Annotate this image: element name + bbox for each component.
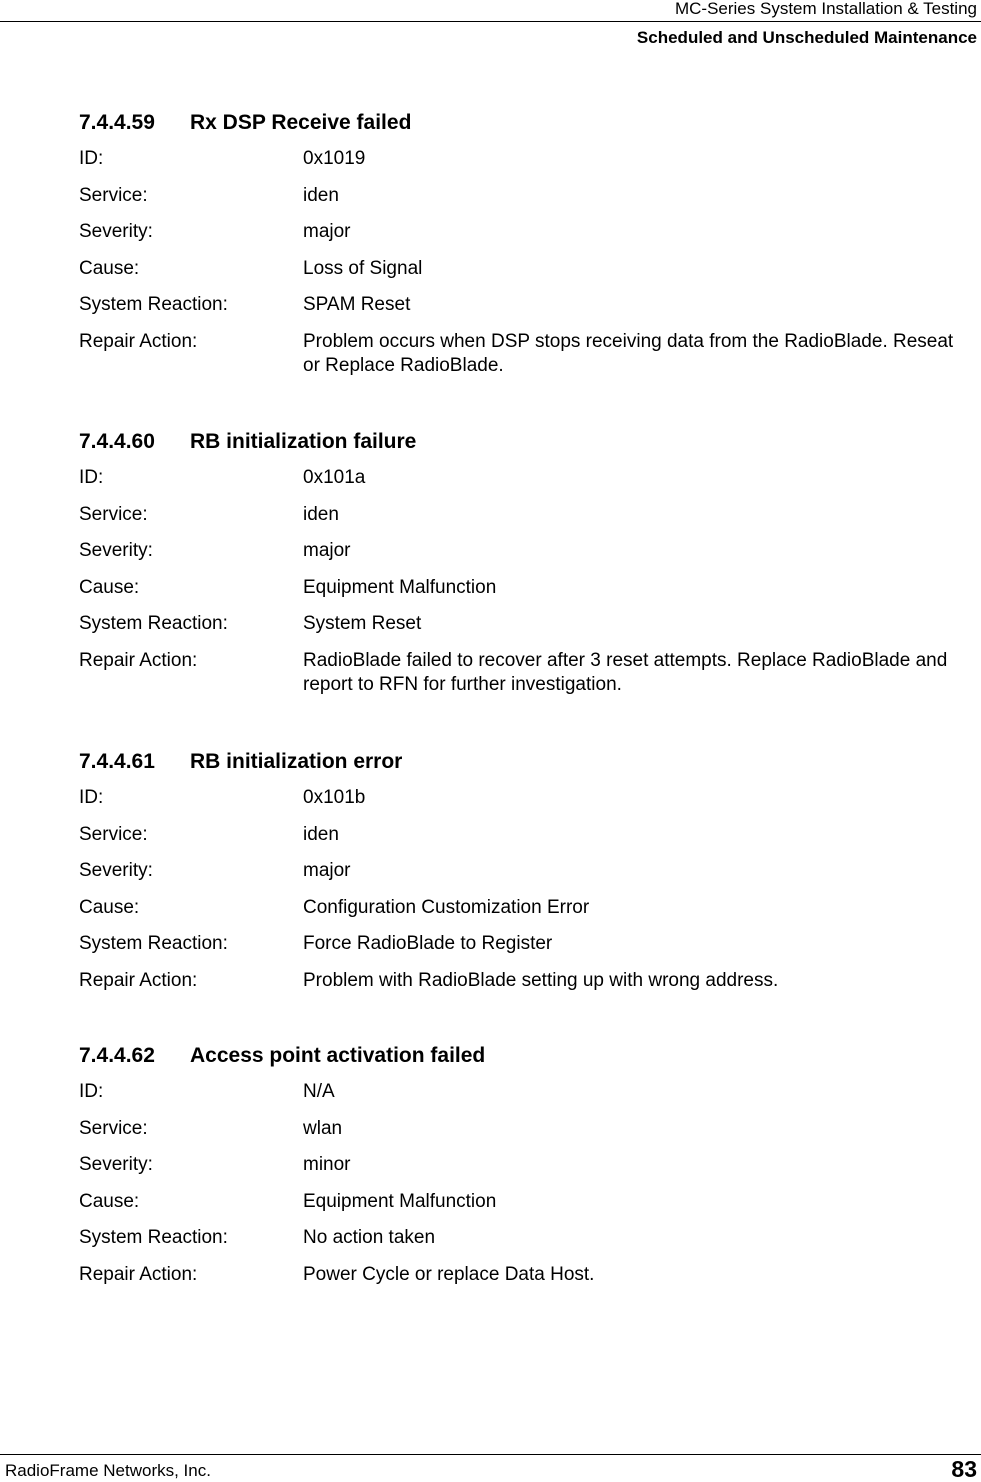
alarm-section-7-4-4-62 (79, 1044, 974, 1287)
field-value: major (303, 540, 351, 561)
field-value: System Reset (303, 613, 422, 634)
field-label: Severity: (79, 1154, 153, 1175)
field-service (79, 503, 974, 527)
field-value: iden (303, 184, 339, 206)
alarm-section-7-4-4-61 (79, 750, 974, 993)
section-title: Access point activation failed (190, 1044, 486, 1067)
field-repair-action (79, 649, 974, 697)
field-label: Service: (79, 503, 148, 525)
field-label: Repair Action: (79, 1263, 198, 1285)
field-value: wlan (303, 1117, 343, 1139)
field-label: Cause: (79, 1190, 140, 1212)
field-value: 0x101b (303, 787, 366, 808)
section-title: RB initialization error (190, 750, 403, 773)
field-value: minor (303, 1154, 351, 1175)
field-label: ID: (79, 787, 104, 808)
header-chapter-title: Scheduled and Unscheduled Maintenance (636, 28, 977, 47)
field-label: Severity: (79, 540, 153, 561)
field-value: SPAM Reset (303, 294, 411, 315)
field-label: Cause: (79, 576, 140, 598)
field-label: Repair Action: (79, 649, 198, 671)
header-document-title: MC-Series System Installation & Testing (674, 0, 977, 18)
field-id (79, 466, 974, 490)
field-cause (79, 257, 974, 281)
field-label: Repair Action: (79, 969, 198, 991)
section-number: 7.4.4.60 (79, 430, 155, 453)
section-number: 7.4.4.62 (79, 1044, 155, 1067)
field-value: 0x1019 (303, 148, 366, 169)
field-repair-action (79, 969, 974, 993)
field-label: ID: (79, 1081, 104, 1102)
field-value: major (303, 221, 351, 242)
field-severity (79, 220, 974, 244)
field-value: Problem occurs when DSP stops receiving data from the RadioBlade. Reseat or Replace RadioBlade. (303, 330, 954, 376)
field-label: Service: (79, 184, 148, 206)
field-system-reaction (79, 612, 974, 636)
field-label: System Reaction: (79, 294, 228, 315)
section-heading (79, 111, 974, 135)
section-number: 7.4.4.61 (79, 750, 155, 773)
section-heading (79, 1044, 974, 1068)
field-value: iden (303, 503, 339, 525)
field-id (79, 786, 974, 810)
field-value: Loss of Signal (303, 257, 423, 279)
field-value: RadioBlade failed to recover after 3 reset attempts. Replace RadioBlade and report to RFN for further investigation. (303, 649, 948, 695)
field-id (79, 147, 974, 171)
field-value: 0x101a (303, 467, 366, 488)
section-number: 7.4.4.59 (79, 111, 155, 134)
field-system-reaction (79, 932, 974, 956)
field-severity (79, 859, 974, 883)
section-title: Rx DSP Receive failed (190, 111, 412, 134)
field-label: Cause: (79, 257, 140, 279)
field-cause (79, 896, 974, 920)
footer-rule (0, 1454, 981, 1455)
field-value: N/A (303, 1081, 335, 1102)
field-value: No action taken (303, 1227, 436, 1248)
section-heading (79, 750, 974, 774)
field-service (79, 184, 974, 208)
field-label: Severity: (79, 221, 153, 242)
field-cause (79, 1190, 974, 1214)
field-label: Repair Action: (79, 330, 198, 352)
field-cause (79, 576, 974, 600)
field-label: Service: (79, 823, 148, 845)
field-repair-action (79, 330, 974, 378)
field-system-reaction (79, 1226, 974, 1250)
alarm-section-7-4-4-59 (79, 111, 974, 378)
field-value: Power Cycle or replace Data Host. (303, 1263, 595, 1285)
field-label: ID: (79, 148, 104, 169)
field-label: System Reaction: (79, 933, 228, 954)
section-heading (79, 430, 974, 454)
field-value: Configuration Customization Error (303, 896, 590, 918)
field-label: Cause: (79, 896, 140, 918)
alarm-section-7-4-4-60 (79, 430, 974, 697)
field-severity (79, 539, 974, 563)
field-label: ID: (79, 467, 104, 488)
field-value: iden (303, 823, 339, 845)
field-system-reaction (79, 293, 974, 317)
field-value: Force RadioBlade to Register (303, 933, 553, 954)
field-value: major (303, 860, 351, 881)
field-id (79, 1080, 974, 1104)
field-repair-action (79, 1263, 974, 1287)
field-value: Equipment Malfunction (303, 1190, 497, 1212)
section-title: RB initialization failure (190, 430, 417, 453)
page-number: 83 (951, 1456, 977, 1482)
field-label: System Reaction: (79, 613, 228, 634)
field-label: Service: (79, 1117, 148, 1139)
field-severity (79, 1153, 974, 1177)
field-value: Equipment Malfunction (303, 576, 497, 598)
footer-company: RadioFrame Networks, Inc. (5, 1461, 211, 1480)
header-rule (0, 21, 981, 22)
field-service (79, 823, 974, 847)
field-label: System Reaction: (79, 1227, 228, 1248)
field-value: Problem with RadioBlade setting up with wrong address. (303, 969, 779, 991)
field-service (79, 1117, 974, 1141)
field-label: Severity: (79, 860, 153, 881)
